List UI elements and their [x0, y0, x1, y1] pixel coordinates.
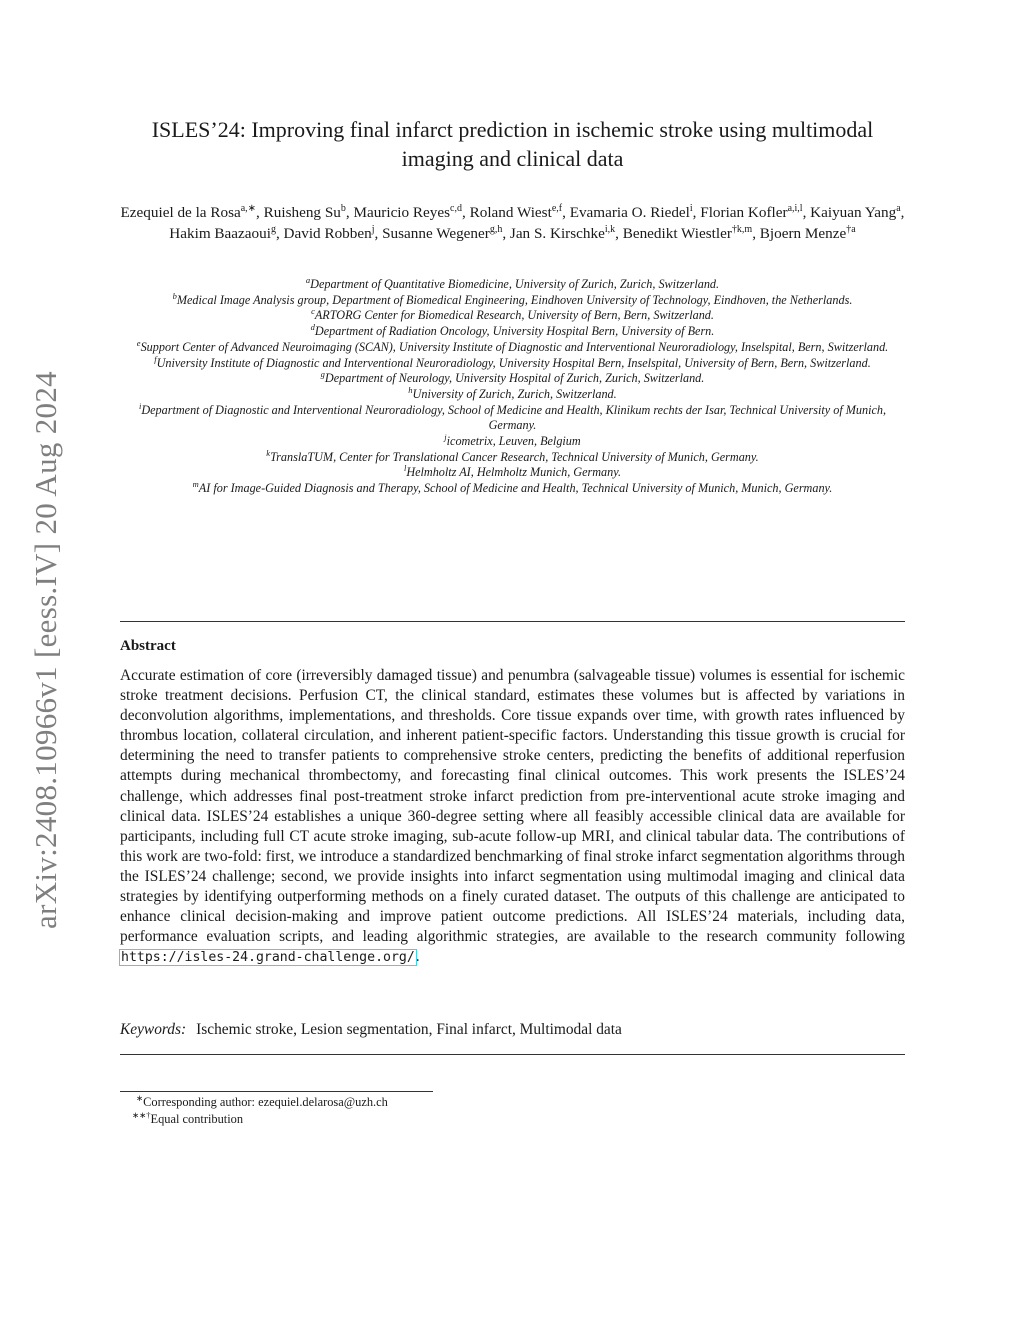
author-affiliation-mark: e,f: [551, 202, 563, 214]
affiliation-item: [120, 384, 905, 403]
author-affiliation-mark: g: [270, 223, 276, 235]
author-name: Jan S. Kirschke: [509, 225, 605, 242]
footnote-corresponding: [120, 1094, 620, 1111]
author-separator: ,: [692, 204, 701, 221]
affiliation-item: [120, 324, 905, 340]
footnote-divider: [120, 1091, 433, 1092]
affiliation-mark: h: [408, 384, 413, 395]
arxiv-id-text: arXiv:2408.10966v1 [eess.IV] 20 Aug 2024: [28, 371, 63, 929]
author-affiliation-mark: i,k: [604, 223, 616, 235]
author-name: David Robben: [283, 225, 372, 242]
author-separator: ,: [374, 225, 383, 242]
author-name: Ruisheng Su: [263, 204, 341, 221]
affiliation-text: icometrix, Leuven, Belgium: [446, 434, 581, 449]
affiliation-mark: l: [403, 463, 407, 474]
author-name: Benedikt Wiestler: [622, 225, 732, 242]
affiliation-text: Support Center of Advanced Neuroimaging (SCAN), University Institute of Diagnostic and Interventional Neuroradiology, Inselspital, Bern, Switzerland.: [140, 339, 889, 354]
affiliation-item: [120, 481, 905, 497]
affiliation-mark: g: [320, 369, 325, 380]
abstract-body: Accurate estimation of core (irreversibly damaged tissue) and penumbra (salvageable tissue) volumes is essential for ischemic stroke treatment decisions. Perfusion CT, the clinical standard, estimates these volumes but is affected by variations in deconvolution algorithms, implementations, and thresholds. Core tissue expands over time, with growth rates influenced by thrombus location, collateral circulation, and inherent patient-specific factors. Understanding this tissue growth is crucial for determining the need to transfer patients to comprehensive stroke centers, predicting the benefits of additional reperfusion attempts during mechanical thrombectomy, and forecasting final clinical outcomes. This work presents the ISLES’24 challenge, which addresses final post-treatment stroke infarct prediction from pre-interventional acute stroke imaging and clinical data. ISLES’24 establishes a unique 360-degree setting where all feasibly accessible clinical data are available for participants, including full CT acute stroke imaging, sub-acute follow-up MRI, and clinical tabular data. The contributions of this work are two-fold: first, we introduce a standardized benchmarking of final stroke infarct segmentation algorithms through the ISLES’24 challenge; second, we provide insights into infarct segmentation using multimodal imaging and clinical data strategies by identifying outperforming methods on a finely curated dataset. The outputs of this challenge are anticipated to enhance clinical decision-making and improve patient outcome predictions. All ISLES’24 materials, including data, performance evaluation scripts, and leading algorithmic strategies, are available to the research community following: [120, 667, 905, 946]
affiliation-text: Department of Neurology, University Hospital of Zurich, Zurich, Switzerland.: [324, 371, 705, 386]
author-affiliation-mark: c,d: [450, 202, 462, 214]
author-separator: ,: [345, 204, 354, 221]
affiliation-mark: f: [154, 353, 157, 364]
arxiv-id-sidebar: [26, 335, 66, 965]
affiliation-item: [120, 290, 905, 309]
affiliation-text: Department of Quantitative Biomedicine, University of Zurich, Zurich, Switzerland.: [310, 277, 720, 291]
affiliation-item: [120, 353, 905, 372]
author-affiliation-mark: b: [340, 202, 346, 214]
footnote-text: Equal contribution: [150, 1112, 244, 1126]
affiliation-mark: d: [310, 322, 315, 333]
author-separator: ,: [615, 225, 623, 242]
footnote-text: Corresponding author: ezequiel.delarosa@uzh.ch: [143, 1095, 388, 1109]
author-affiliation-mark: †k,m: [731, 223, 753, 235]
author-affiliation-mark: g,h: [489, 223, 503, 235]
affiliation-text: Department of Diagnostic and Interventional Neuroradiology, School of Medicine and Health, Klinikum rechts der Isar, Technical University of Munich, Germany.: [141, 402, 887, 433]
bottom-divider: [120, 1054, 905, 1055]
affiliation-list: [120, 274, 905, 497]
affiliation-item: [120, 400, 905, 434]
affiliation-mark: k: [266, 447, 271, 458]
author-affiliation-mark: a,i,l: [787, 202, 803, 214]
affiliation-item: [120, 308, 905, 324]
abstract-heading: Abstract: [120, 638, 176, 654]
affiliation-mark: i: [138, 400, 142, 411]
author-name: Susanne Wegener: [382, 225, 490, 242]
affiliation-item: [120, 431, 905, 450]
paper-title: ISLES’24: Improving final infarct prediction in ischemic stroke using multimodal imaging and clinical data: [151, 117, 874, 171]
keywords-text: Ischemic stroke, Lesion segmentation, Final infarct, Multimodal data: [196, 1021, 622, 1038]
author-separator: ,: [256, 204, 264, 221]
affiliation-item: [120, 465, 905, 481]
author-affiliation-mark: †a: [846, 223, 856, 235]
author-affiliation-mark: i: [689, 202, 693, 214]
author-separator: ,: [502, 225, 510, 242]
author-separator: ,: [462, 204, 470, 221]
affiliation-mark: a: [305, 274, 311, 285]
affiliation-text: Department of Radiation Oncology, University Hospital Bern, University of Bern.: [314, 324, 715, 339]
affiliation-item: [120, 274, 905, 293]
author-name: Kaiyuan Yang: [810, 204, 897, 221]
author-name: Hakim Baazaoui: [169, 225, 271, 242]
author-name: Florian Kofler: [700, 204, 788, 221]
footnote-equal: [120, 1111, 620, 1128]
author-affiliation-mark: a: [896, 202, 901, 214]
affiliation-text: TranslaTUM, Center for Translational Cancer Research, Technical University of Munich, Germany.: [270, 449, 759, 464]
author-list: [120, 202, 905, 244]
footnote-mark: ∗∗†: [132, 1109, 151, 1120]
affiliation-item: [120, 447, 905, 466]
affiliation-item: [120, 371, 905, 387]
author-separator: ,: [752, 225, 760, 242]
affiliation-mark: m: [192, 479, 199, 490]
top-divider: [120, 621, 905, 622]
affiliation-mark: e: [136, 337, 141, 348]
author-name: Mauricio Reyes: [353, 204, 451, 221]
affiliation-text: Helmholtz AI, Helmholtz Munich, Germany.: [406, 465, 622, 480]
footnote-mark: ∗: [136, 1092, 144, 1103]
author-name: Roland Wiest: [469, 204, 552, 221]
author-name: Bjoern Menze: [759, 225, 847, 242]
affiliation-text: Medical Image Analysis group, Department of Biomedical Engineering, Eindhoven University of Technology, Eindhoven, the Netherlands.: [176, 292, 853, 307]
author-separator: ,: [900, 204, 905, 221]
challenge-link[interactable]: https://isles-24.grand-challenge.org/: [121, 950, 415, 966]
abstract-text: [120, 666, 905, 968]
author-name: Ezequiel de la Rosa: [120, 204, 241, 221]
affiliation-text: ARTORG Center for Biomedical Research, University of Bern, Bern, Switzerland.: [314, 308, 714, 323]
keywords-label: Keywords:: [120, 1021, 187, 1038]
keywords: [120, 1021, 905, 1039]
affiliation-mark: b: [172, 290, 177, 301]
affiliation-mark: c: [311, 306, 315, 317]
affiliation-text: University Institute of Diagnostic and Interventional Neuroradiology, University Hospital Bern, Inselspital, University of Bern, Bern, Switzerland.: [156, 355, 871, 370]
affiliation-item: [120, 337, 905, 356]
author-separator: ,: [562, 204, 570, 221]
author-name: Evamaria O. Riedel: [569, 204, 690, 221]
author-affiliation-mark: a,∗: [240, 202, 257, 214]
author-separator: ,: [802, 204, 811, 221]
affiliation-text: AI for Image-Guided Diagnosis and Therapy, School of Medicine and Health, Technical University of Munich, Munich, Germany.: [198, 481, 833, 496]
affiliation-mark: j: [444, 431, 447, 442]
author-separator: ,: [275, 225, 284, 242]
abstract-end: .: [415, 948, 420, 966]
affiliation-text: University of Zurich, Zurich, Switzerland.: [412, 386, 617, 401]
author-affiliation-mark: j: [371, 223, 375, 235]
footnotes: [120, 1094, 620, 1128]
